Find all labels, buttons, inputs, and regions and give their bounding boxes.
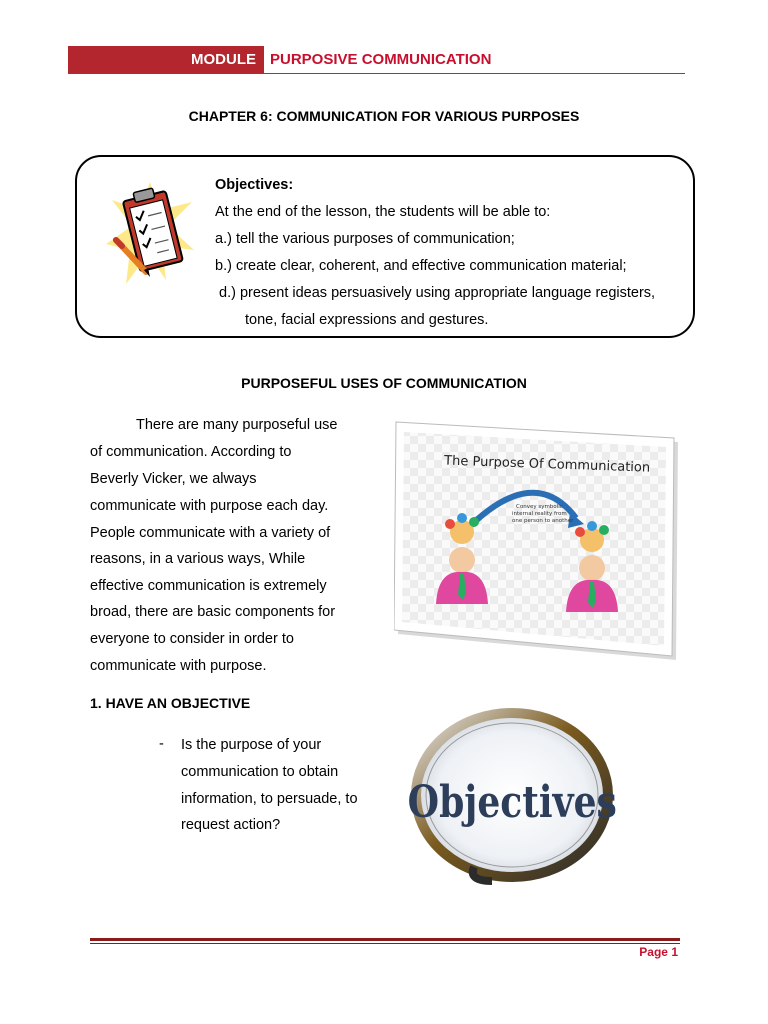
- body-line: There are many purposeful use: [136, 417, 338, 433]
- magnifier-word: Objectives: [407, 776, 617, 828]
- purpose-of-communication-image: [394, 420, 684, 662]
- chapter-title: CHAPTER 6: COMMUNICATION FOR VARIOUS PURPOSES: [188, 108, 580, 124]
- header-module-label: MODULE: [191, 51, 256, 68]
- body-line: Beverly Vicker, we always: [90, 471, 257, 487]
- objective-item: a.) tell the various purposes of communication;: [215, 231, 515, 247]
- section-title: PURPOSEFUL USES OF COMMUNICATION: [241, 375, 527, 391]
- objectives-heading: Objectives:: [215, 177, 294, 193]
- bullet-line: communication to obtain: [181, 764, 339, 780]
- footer-rule-thin: [90, 943, 680, 944]
- body-line: reasons, in a various ways, While: [90, 551, 306, 567]
- objective-item: d.) present ideas persuasively using appropriate language registers,: [215, 285, 656, 301]
- objectives-intro: At the end of the lesson, the students will be able to:: [215, 204, 551, 220]
- body-line: effective communication is extremely: [90, 578, 327, 594]
- purpose-caption-line: one person to another: [512, 518, 574, 524]
- section-heading-objective: 1. HAVE AN OBJECTIVE: [90, 695, 251, 711]
- objective-item: b.) create clear, coherent, and effective communication material;: [215, 258, 627, 274]
- body-line: everyone to consider in order to: [90, 631, 294, 647]
- magnifying-glass-image: [404, 705, 626, 885]
- purpose-caption-line: Convey symbolic: [516, 504, 563, 510]
- footer-rule: [90, 938, 680, 941]
- body-line: communicate with purpose each day.: [90, 498, 329, 514]
- purpose-image-title: The Purpose Of Communication: [443, 453, 651, 476]
- header-rule: [68, 73, 685, 74]
- body-line: of communication. According to: [90, 444, 292, 460]
- objective-item: tone, facial expressions and gestures.: [245, 312, 489, 328]
- bullet-line: Is the purpose of your: [181, 737, 322, 753]
- clipboard-icon: [104, 180, 196, 292]
- body-line: People communicate with a variety of: [90, 525, 331, 541]
- header-title: PURPOSIVE COMMUNICATION: [270, 51, 492, 68]
- page-number: Page 1: [639, 945, 678, 959]
- bullet-dash: -: [159, 736, 164, 752]
- bullet-line: request action?: [181, 817, 281, 833]
- bullet-line: information, to persuade, to: [181, 791, 358, 807]
- body-line: communicate with purpose.: [90, 658, 267, 674]
- purpose-caption-line: internal reality from: [512, 511, 567, 517]
- body-line: broad, there are basic components for: [90, 604, 336, 620]
